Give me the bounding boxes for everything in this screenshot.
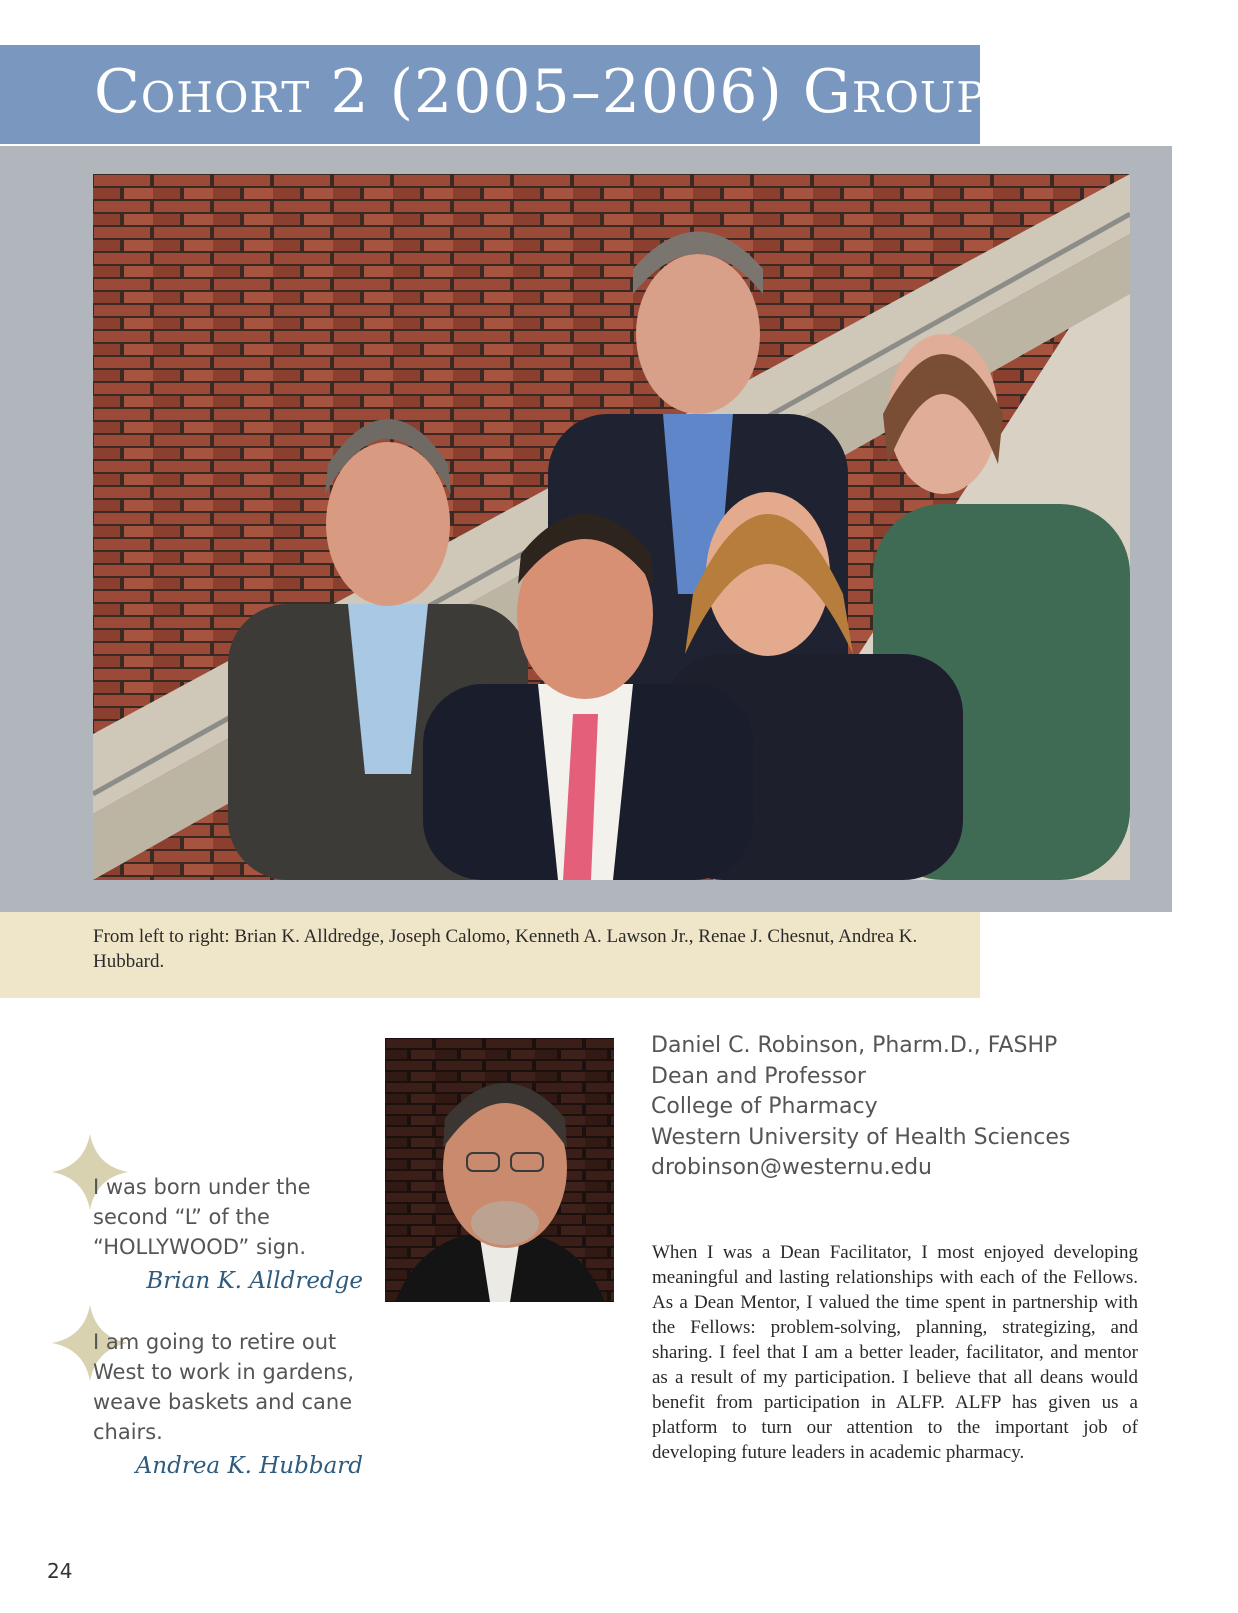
- quote-author: Brian K. Alldredge: [146, 1268, 363, 1294]
- group-photo: [93, 174, 1130, 880]
- title-band: [0, 45, 1045, 144]
- portrait-illustration: [385, 1038, 614, 1302]
- quote-author: Andrea K. Hubbard: [135, 1453, 363, 1479]
- profile-email[interactable]: drobinson@westernu.edu: [651, 1155, 933, 1180]
- profile-contact: [651, 1031, 1171, 1184]
- photo-frame: [0, 146, 1172, 912]
- page-title: Cohort 2 (2005–2006) Group 3: [94, 57, 1045, 127]
- page-number: 24: [47, 1559, 73, 1583]
- profile-university: Western University of Health Sciences: [651, 1124, 1071, 1150]
- profile-role: Dean and Professor: [651, 1063, 866, 1089]
- profile-college: College of Pharmacy: [651, 1094, 878, 1119]
- quote-block: [93, 1327, 363, 1481]
- profile-statement: When I was a Dean Facilitator, I most enjoyed developing meaningful and lasting relationships with each of the Fellows. As a Dean Mentor, I valued the time spent in partnership with the Fellows: problem-solving, planning, strategizing, and sharing. I feel that I am a better leader, facilitator, and mentor as a result of my participation. I believe that all deans would benefit from participation in ALFP. ALFP has given us a platform to turn our attention to the important job of developing future leaders in academic pharmacy.: [652, 1242, 1138, 1463]
- quote-block: [93, 1172, 363, 1296]
- quote-text: I was born under the second “L” of the “HOLLYWOOD” sign.: [93, 1175, 311, 1259]
- caption-band: [0, 912, 980, 998]
- photo-caption: From left to right: Brian K. Alldredge, Joseph Calomo, Kenneth A. Lawson Jr., Renae J. Chesnut, Andrea K. Hubbard.: [93, 926, 918, 972]
- group-photo-illustration: [93, 174, 1130, 880]
- quote-text: I am going to retire out West to work in gardens, weave baskets and cane chairs.: [93, 1330, 355, 1444]
- profile-name: Daniel C. Robinson, Pharm.D., FASHP: [651, 1033, 1058, 1058]
- profile-portrait: [385, 1038, 614, 1302]
